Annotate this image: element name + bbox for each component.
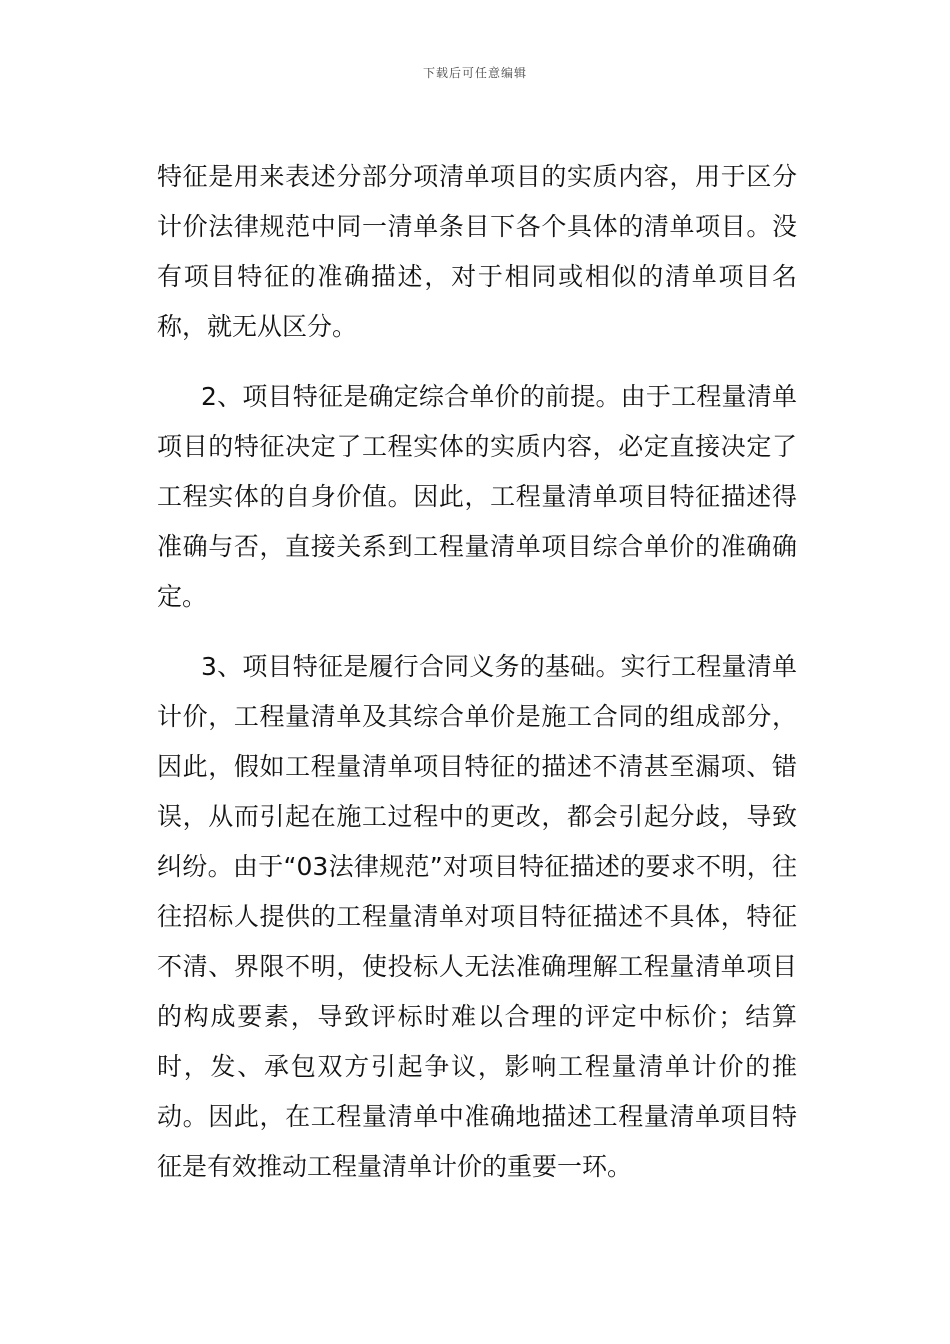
document-body xyxy=(157,152,797,1192)
page-header: 下载后可任意编辑 xyxy=(422,66,527,80)
paragraph-2: 2、项目特征是确定综合单价的前提。由于工程量清单项目的特征决定了工程实体的实质内容，必定直接决定了工程实体的自身价值。因此，工程量清单项目特征描述得准确与否，直接关系到工程量清单项目综合单价的准确确定。 xyxy=(157,382,797,611)
paragraph-3: 3、项目特征是履行合同义务的基础。实行工程量清单计价，工程量清单及其综合单价是施工合同的组成部分，因此，假如工程量清单项目特征的描述不清甚至漏项、错误，从而引起在施工过程中的更改，都会引起分歧，导致纠纷。由于“03法律规范”对项目特征描述的要求不明，往往招标人提供的工程量清单对项目特征描述不具体，特征不清、界限不明，使投标人无法准确理解工程量清单项目的构成要素，导致评标时难以合理的评定中标价；结算时，发、承包双方引起争议，影响工程量清单计价的推动。因此，在工程量清单中准确地描述工程量清单项目特征是有效推动工程量清单计价的重要一环。 xyxy=(157,652,797,1181)
paragraph-1: 特征是用来表述分部分项清单项目的实质内容，用于区分计价法律规范中同一清单条目下各个具体的清单项目。没有项目特征的准确描述，对于相同或相似的清单项目名称，就无从区分。 xyxy=(157,162,797,341)
